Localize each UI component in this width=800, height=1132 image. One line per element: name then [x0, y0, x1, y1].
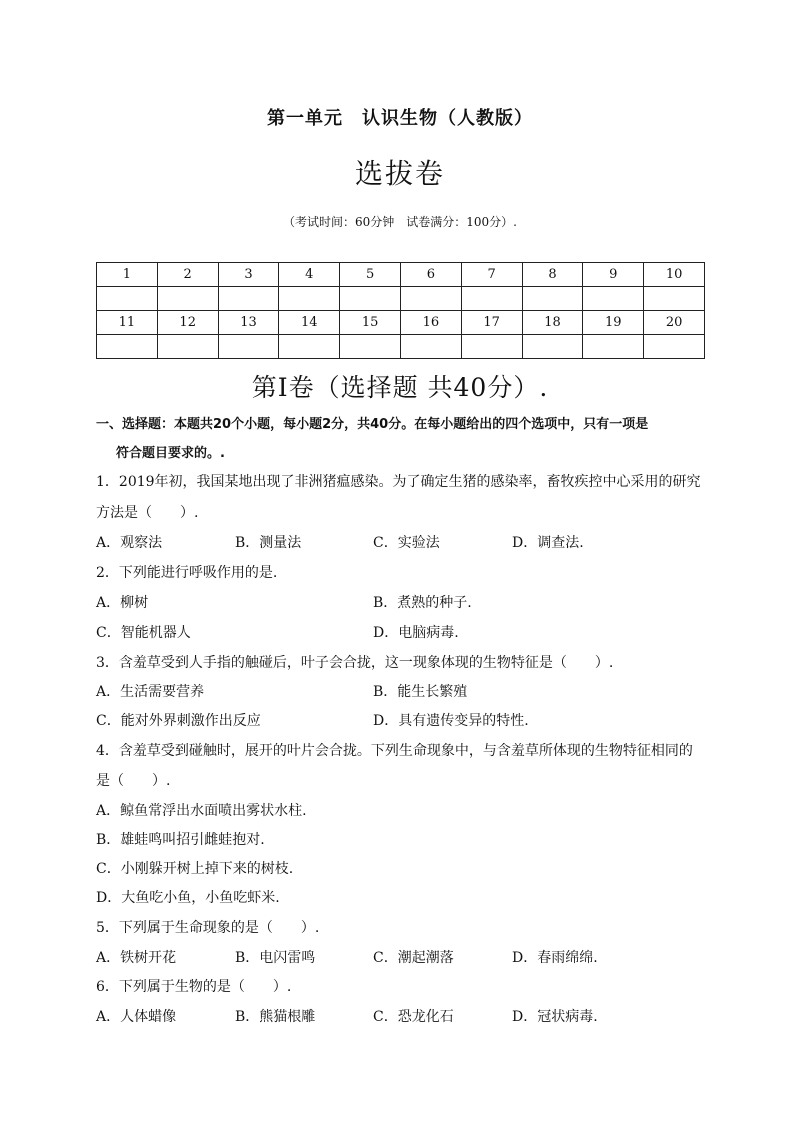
question-6-option-a[interactable]: A．人体蜡像 — [96, 1009, 177, 1025]
question-4-stem-cont: 是（ ）. — [96, 773, 171, 789]
question-1-stem: 1．2019年初，我国某地出现了非洲猪瘟感染。为了确定生猪的感染率，畜牧疾控中心采用的研究 — [96, 474, 701, 490]
answer-cell[interactable] — [97, 287, 158, 311]
question-2-option-a[interactable]: A．柳树 — [96, 595, 149, 611]
question-1-option-c[interactable]: C．实验法 — [373, 535, 440, 551]
question-5-option-b[interactable]: B．电闪雷鸣 — [235, 950, 316, 966]
question-3-option-c[interactable]: C．能对外界刺激作出反应 — [96, 713, 261, 729]
question-6-option-b[interactable]: B．熊猫根雕 — [235, 1009, 316, 1025]
answer-grid-number-row — [97, 311, 705, 335]
question-1-option-d[interactable]: D．调查法. — [512, 535, 584, 551]
answer-grid-number-row — [97, 263, 705, 287]
answer-cell[interactable] — [461, 287, 522, 311]
section-title: 第Ⅰ卷（选择题 共40分）. — [251, 373, 549, 402]
question-3-stem: 3．含羞草受到人手指的触碰后，叶子会合拢，这一现象体现的生物特征是（ ）. — [96, 655, 614, 671]
grid-number-cell: 8 — [522, 263, 583, 287]
answer-cell[interactable] — [583, 335, 644, 359]
grid-number-cell: 13 — [218, 311, 279, 335]
answer-cell[interactable] — [400, 287, 461, 311]
section-instructions-line2: 符合题目要求的。. — [116, 446, 225, 461]
answer-cell[interactable] — [157, 287, 218, 311]
question-5-option-c[interactable]: C．潮起潮落 — [373, 950, 454, 966]
question-5-stem: 5．下列属于生命现象的是（ ）. — [96, 920, 320, 936]
question-4-option-b[interactable]: B．雄蛙鸣叫招引雌蛙抱对. — [96, 832, 265, 848]
grid-number-cell: 16 — [400, 311, 461, 335]
answer-grid-blank-row — [97, 335, 705, 359]
page-subtitle: 选拔卷 — [354, 157, 445, 190]
question-2-stem: 2．下列能进行呼吸作用的是. — [96, 565, 278, 581]
question-6-option-d[interactable]: D．冠状病毒. — [512, 1009, 598, 1025]
grid-number-cell: 20 — [644, 311, 705, 335]
grid-number-cell: 6 — [400, 263, 461, 287]
question-5-option-d[interactable]: D．春雨绵绵. — [512, 950, 598, 966]
answer-cell[interactable] — [522, 287, 583, 311]
question-3-option-d[interactable]: D．具有遗传变异的特性. — [373, 713, 529, 729]
question-4-option-a[interactable]: A．鲸鱼常浮出水面喷出雾状水柱. — [96, 803, 307, 819]
grid-number-cell: 1 — [97, 263, 158, 287]
section-instructions-line1: 一、选择题：本题共20个小题，每小题2分，共40分。在每小题给出的四个选项中，只有一项是 — [96, 417, 649, 432]
exam-info: （考试时间：60分钟 试卷满分：100分）. — [283, 215, 517, 229]
answer-cell[interactable] — [400, 335, 461, 359]
answer-cell[interactable] — [340, 335, 401, 359]
answer-cell[interactable] — [522, 335, 583, 359]
question-1-option-b[interactable]: B．测量法 — [235, 535, 302, 551]
answer-cell[interactable] — [644, 335, 705, 359]
page-title: 第一单元 认识生物（人教版） — [267, 108, 533, 129]
answer-cell[interactable] — [218, 287, 279, 311]
grid-number-cell: 7 — [461, 263, 522, 287]
grid-number-cell: 14 — [279, 311, 340, 335]
answer-grid — [96, 262, 705, 359]
grid-number-cell: 17 — [461, 311, 522, 335]
question-2-option-d[interactable]: D．电脑病毒. — [373, 625, 459, 641]
answer-cell[interactable] — [461, 335, 522, 359]
answer-cell[interactable] — [644, 287, 705, 311]
grid-number-cell: 2 — [157, 263, 218, 287]
question-2-option-b[interactable]: B．煮熟的种子. — [373, 595, 472, 611]
answer-cell[interactable] — [583, 287, 644, 311]
question-1-option-a[interactable]: A．观察法 — [96, 535, 163, 551]
question-6-option-c[interactable]: C．恐龙化石 — [373, 1009, 454, 1025]
grid-number-cell: 10 — [644, 263, 705, 287]
question-4-option-d[interactable]: D．大鱼吃小鱼，小鱼吃虾米. — [96, 890, 280, 906]
grid-number-cell: 5 — [340, 263, 401, 287]
question-5-option-a[interactable]: A．铁树开花 — [96, 950, 177, 966]
grid-number-cell: 4 — [279, 263, 340, 287]
question-3-option-a[interactable]: A．生活需要营养 — [96, 684, 205, 700]
answer-cell[interactable] — [279, 287, 340, 311]
answer-cell[interactable] — [157, 335, 218, 359]
grid-number-cell: 18 — [522, 311, 583, 335]
grid-number-cell: 15 — [340, 311, 401, 335]
question-4-option-c[interactable]: C．小刚躲开树上掉下来的树枝. — [96, 861, 294, 877]
question-1-stem-cont: 方法是（ ）. — [96, 505, 199, 521]
answer-cell[interactable] — [340, 287, 401, 311]
answer-grid-blank-row — [97, 287, 705, 311]
grid-number-cell: 9 — [583, 263, 644, 287]
question-6-stem: 6．下列属于生物的是（ ）. — [96, 979, 292, 995]
question-3-option-b[interactable]: B．能生长繁殖 — [373, 684, 468, 700]
grid-number-cell: 11 — [97, 311, 158, 335]
answer-cell[interactable] — [279, 335, 340, 359]
question-4-stem: 4．含羞草受到碰触时，展开的叶片会合拢。下列生命现象中，与含羞草所体现的生物特征相同的 — [96, 743, 693, 759]
grid-number-cell: 3 — [218, 263, 279, 287]
question-2-option-c[interactable]: C．智能机器人 — [96, 625, 191, 641]
answer-cell[interactable] — [97, 335, 158, 359]
grid-number-cell: 19 — [583, 311, 644, 335]
answer-cell[interactable] — [218, 335, 279, 359]
grid-number-cell: 12 — [157, 311, 218, 335]
